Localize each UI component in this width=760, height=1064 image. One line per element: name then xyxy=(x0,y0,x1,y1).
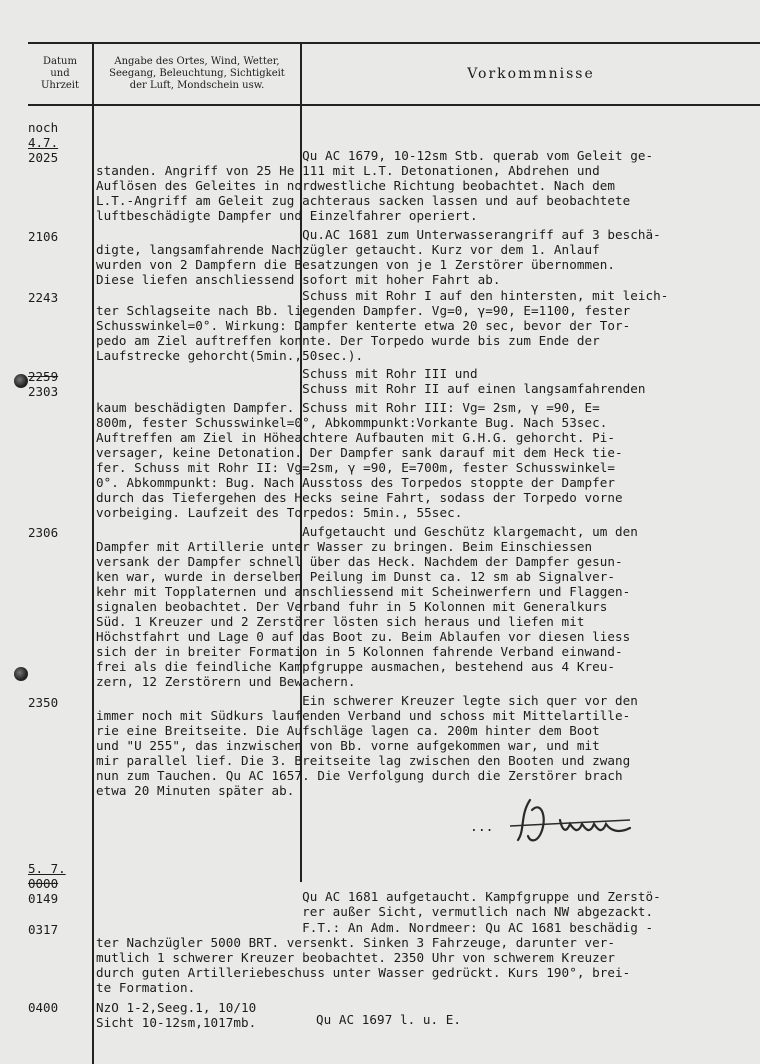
log-line: Laufstrecke gehorcht(5min.,50sec.). xyxy=(96,348,364,363)
time-2106: 2106 xyxy=(28,229,59,244)
weather-line: Sicht 10-12sm,1017mb. xyxy=(96,1015,257,1030)
log-line: signalen beobachtet. Der Verband fuhr in 5 Kolonnen mit Generalkurs xyxy=(96,599,608,614)
log-line: zern, 12 Zerstörern und Bewachern. xyxy=(96,674,356,689)
date-4-7: 4.7. xyxy=(28,135,59,150)
signature-scribble-icon xyxy=(470,790,690,850)
log-line: 800m, fester Schusswinkel=0°, Abkommpunkt:Vorkante Bug. Nach 53sec. xyxy=(96,415,608,430)
log-line: durch guten Artilleriebeschuss unter Wasser gedrückt. Kurs 190°, brei- xyxy=(96,965,631,980)
header-rule xyxy=(28,104,760,106)
time-0000: 0000 xyxy=(28,876,59,891)
log-line: kehr mit Topplaternen und anschliessend mit Scheinwerfern und Flaggen- xyxy=(96,584,631,599)
log-line: Schusswinkel=0°. Wirkung: Dampfer kenterte etwa 20 sec, bevor der Tor- xyxy=(96,318,631,333)
time-2025: 2025 xyxy=(28,150,59,165)
log-line: versager, keine Detonation. Der Dampfer sank darauf mit dem Heck tie- xyxy=(96,445,623,460)
log-line: Auflösen des Geleites in nordwestliche Richtung beobachtet. Nach dem xyxy=(96,178,615,193)
header-date-time: Datum und Uhrzeit xyxy=(40,56,80,91)
final-entry: Qu AC 1697 l. u. E. xyxy=(316,1012,462,1027)
log-line: ken war, wurde in derselben Peilung im Dunst ca. 12 sm ab Signalver- xyxy=(96,569,615,584)
log-line: Diese liefen anschliessend sofort mit hoher Fahrt ab. xyxy=(96,272,501,287)
log-line: vorbeiging. Laufzeit des Torpedos: 5min., 55sec. xyxy=(96,505,463,520)
punch-hole-bottom xyxy=(14,667,28,681)
log-line: pedo am Ziel auftreffen konnte. Der Torpedo wurde bis zum Ende der xyxy=(96,333,600,348)
log-line: mir parallel lief. Die 3. Breitseite lag zwischen den Booten und zwang xyxy=(96,753,631,768)
col-rule-1 xyxy=(92,42,94,1064)
time-0317: 0317 xyxy=(28,922,59,937)
log-line: L.T.-Angriff am Geleit zug achteraus sacken lassen und auf beobachtete xyxy=(96,193,631,208)
time-2243: 2243 xyxy=(28,290,59,305)
log-line: nun zum Tauchen. Qu AC 1657. Die Verfolgung durch die Zerstörer brach xyxy=(96,768,623,783)
log-line: Dampfer mit Artillerie unter Wasser zu bringen. Beim Einschiessen xyxy=(96,539,593,554)
log-line: Qu AC 1681 aufgetaucht. Kampfgruppe und Zerstö- xyxy=(96,889,661,904)
log-line: frei als die feindliche Kampfgruppe ausmachen, bestehend aus 4 Kreu- xyxy=(96,659,615,674)
log-line: Süd. 1 Kreuzer und 2 Zerstörer lösten sich heraus und liefen mit xyxy=(96,614,585,629)
date-5-7: 5. 7. xyxy=(28,861,66,876)
time-2259: 2259 xyxy=(28,369,59,384)
time-noch: noch xyxy=(28,120,59,135)
log-line: Auftreffen am Ziel in Höheachtere Aufbauten mit G.H.G. gehorcht. Pi- xyxy=(96,430,615,445)
log-line: Ein schwerer Kreuzer legte sich quer vor den xyxy=(96,693,638,708)
log-line: 0°. Abkommpunkt: Bug. Nach Ausstoss des Torpedos stoppte der Dampfer xyxy=(96,475,615,490)
log-line: Aufgetaucht und Geschütz klargemacht, um den xyxy=(96,524,638,539)
log-line: versank der Dampfer schnell über das Heck. Nachdem der Dampfer gesun- xyxy=(96,554,623,569)
log-line: fer. Schuss mit Rohr II: Vg=2sm, γ =90, E=700m, fester Schusswinkel= xyxy=(96,460,615,475)
log-line: ter Schlagseite nach Bb. liegenden Dampfer. Vg=0, γ=90, E=1100, fester xyxy=(96,303,631,318)
log-line: rie eine Breitseite. Die Aufschläge lagen ca. 200m hinter dem Boot xyxy=(96,723,600,738)
header-location-weather: Angabe des Ortes, Wind, Wetter, Seegang, Beleuchtung, Sichtigkeit der Luft, Mondschein usw. xyxy=(109,56,285,91)
log-line: und "U 255", das inzwischen von Bb. vorne aufgekommen war, und mit xyxy=(96,738,600,753)
time-2350: 2350 xyxy=(28,695,59,710)
time-2303: 2303 xyxy=(28,384,59,399)
log-line: ter Nachzügler 5000 BRT. versenkt. Sinken 3 Fahrzeuge, darunter ver- xyxy=(96,935,615,950)
log-line: kaum beschädigten Dampfer. Schuss mit Rohr III: Vg= 2sm, γ =90, E= xyxy=(96,400,600,415)
log-line: luftbeschädigte Dampfer und Einzelfahrer operiert. xyxy=(96,208,478,223)
log-line: Schuss mit Rohr I auf den hintersten, mit leich- xyxy=(96,288,669,303)
commander-signature: ... xyxy=(470,790,690,854)
log-line: etwa 20 Minuten später ab. xyxy=(96,783,295,798)
log-line: wurden von 2 Dampfern die Besatzungen von je 1 Zerstörer übernommen. xyxy=(96,257,615,272)
punch-hole-top xyxy=(14,374,28,388)
log-line: digte, langsamfahrende Nachzügler getaucht. Kurz vor dem 1. Anlauf xyxy=(96,242,600,257)
weather-line: NzO 1-2,Seeg.1, 10/10 xyxy=(96,1000,257,1015)
log-line: sich der in breiter Formation in 5 Kolonnen fahrende Verband einwand- xyxy=(96,644,623,659)
time-2306: 2306 xyxy=(28,525,59,540)
log-line: F.T.: An Adm. Nordmeer: Qu AC 1681 beschädig - xyxy=(96,920,654,935)
log-line: immer noch mit Südkurs laufenden Verband und schoss mit Mittelartille- xyxy=(96,708,631,723)
log-line: Qu AC 1679, 10-12sm Stb. querab vom Geleit ge- xyxy=(96,148,654,163)
log-line: te Formation. xyxy=(96,980,196,995)
log-line: Schuss mit Rohr II auf einen langsamfahrenden xyxy=(96,381,646,396)
time-0400: 0400 xyxy=(28,1000,59,1015)
log-line: Höchstfahrt und Lage 0 auf das Boot zu. Beim Ablaufen vor diesen liess xyxy=(96,629,631,644)
header-events: Vorkommnisse xyxy=(467,66,595,82)
time-0149: 0149 xyxy=(28,891,59,906)
log-line: standen. Angriff von 25 He 111 mit L.T. Detonationen, Abdrehen und xyxy=(96,163,600,178)
log-line: Schuss mit Rohr III und xyxy=(96,366,478,381)
log-line: mutlich 1 schwerer Kreuzer beobachtet. 2350 Uhr von schwerem Kreuzer xyxy=(96,950,615,965)
log-line: rer außer Sicht, vermutlich nach NW abgezackt. xyxy=(96,904,654,919)
log-line: Qu.AC 1681 zum Unterwasserangriff auf 3 beschä- xyxy=(96,227,661,242)
log-line: durch das Tiefergehen des Hecks seine Fahrt, sodass der Torpedo vorne xyxy=(96,490,623,505)
